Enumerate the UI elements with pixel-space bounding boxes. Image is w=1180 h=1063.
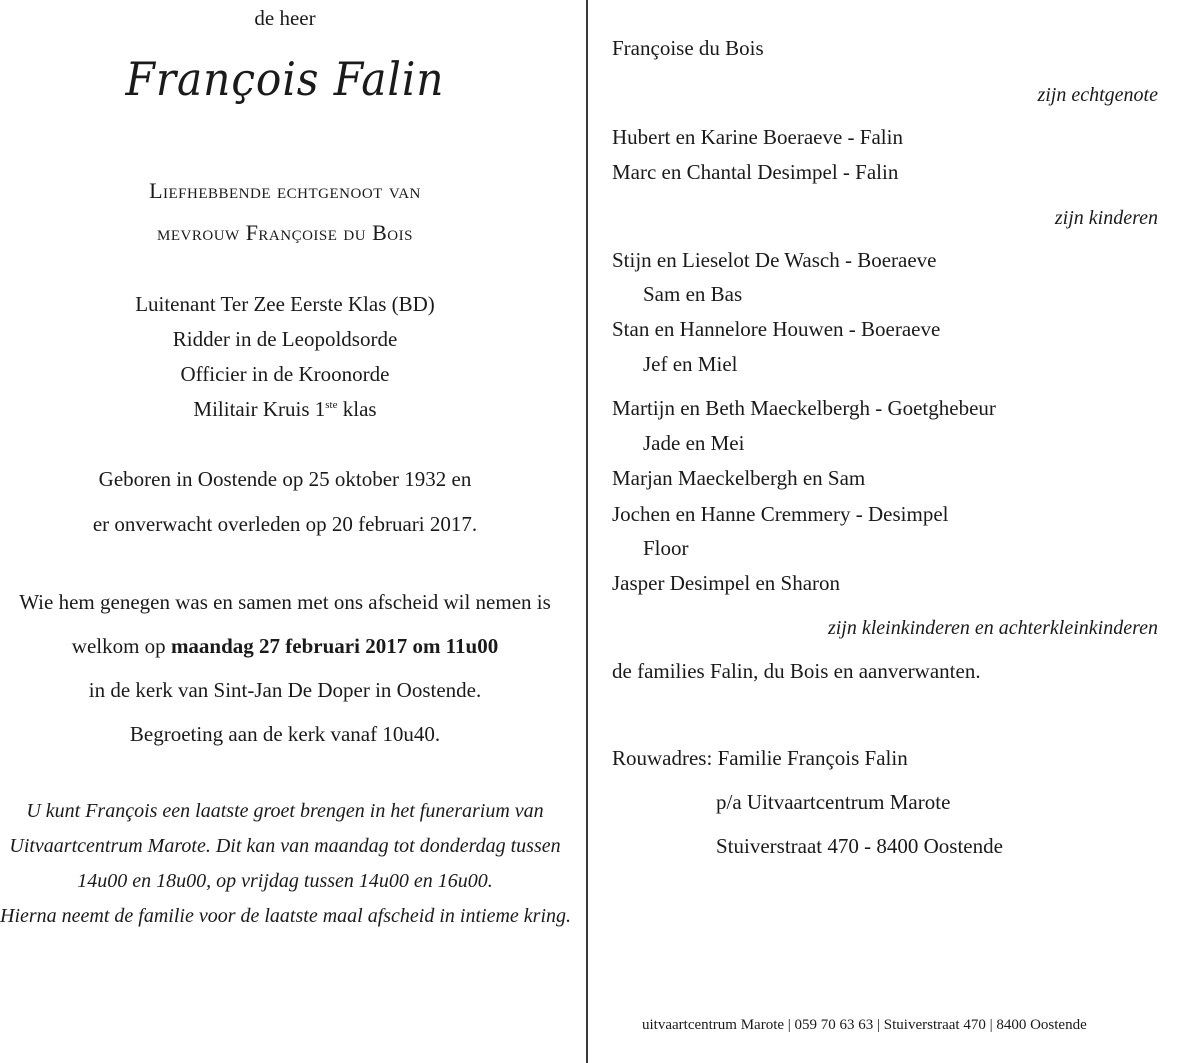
invite-line-4: Begroeting aan de kerk vanaf 10u40.	[129, 722, 441, 746]
great-grandchild-line: Floor	[643, 536, 689, 560]
child-line: Hubert en Karine Boeraeve - Falin	[612, 125, 903, 149]
invite-line-2: welkom op maandag 27 februari 2017 om 11u00	[71, 634, 499, 658]
grandchild-line: Jasper Desimpel en Sharon	[612, 571, 841, 595]
title-line: Luitenant Ter Zee Eerste Klas (BD)	[135, 292, 435, 316]
deceased-name: François Falin	[125, 52, 445, 106]
center-fold-divider	[586, 0, 588, 1063]
funeral-home-footer: uitvaartcentrum Marote | 059 70 63 63 | Stuiverstraat 470 | 8400 Oostende	[642, 1017, 1087, 1033]
mourning-address-line: Stuiverstraat 470 - 8400 Oostende	[716, 834, 1003, 858]
visitation-note-line: Uitvaartcentrum Marote. Dit kan van maandag tot donderdag tussen	[9, 835, 561, 857]
families-line: de families Falin, du Bois en aanverwanten.	[612, 659, 981, 683]
military-cross-line: Militair Kruis 1ste klas	[193, 397, 377, 421]
invite-line-3: in de kerk van Sint-Jan De Doper in Oostende.	[88, 678, 482, 702]
visitation-note-line: Hierna neemt de familie voor de laatste maal afscheid in intieme kring.	[0, 905, 571, 927]
grandchild-line: Jochen en Hanne Cremmery - Desimpel	[612, 502, 949, 526]
grandchild-line: Marjan Maeckelbergh en Sam	[612, 466, 866, 490]
visitation-note-line: U kunt François een laatste groet brengen in het funerarium van	[26, 800, 544, 822]
grandchild-line: Stan en Hannelore Houwen - Boeraeve	[612, 317, 941, 341]
death-line: er onverwacht overleden op 20 februari 2017.	[92, 512, 478, 536]
honorific: de heer	[254, 6, 316, 30]
child-line: Marc en Chantal Desimpel - Falin	[612, 160, 899, 184]
mourning-address-line: Rouwadres: Familie François Falin	[612, 746, 908, 770]
visitation-note-line: 14u00 en 18u00, op vrijdag tussen 14u00 en 16u00.	[77, 870, 493, 892]
mourning-address-line: p/a Uitvaartcentrum Marote	[716, 790, 951, 814]
grandchild-line: Stijn en Lieselot De Wasch - Boeraeve	[612, 248, 937, 272]
title-line: Officier in de Kroonorde	[180, 362, 390, 386]
grandchildren-role: zijn kleinkinderen en achterkleinkinderen	[827, 617, 1158, 639]
widow-role: zijn echtgenote	[1037, 84, 1158, 106]
children-role: zijn kinderen	[1054, 207, 1158, 229]
spouse-line-1: Liefhebbende echtgenoot van	[149, 178, 421, 203]
great-grandchild-line: Jade en Mei	[643, 431, 745, 455]
invite-line-1: Wie hem genegen was en samen met ons afscheid wil nemen is	[19, 590, 551, 614]
birth-line: Geboren in Oostende op 25 oktober 1932 en	[98, 467, 472, 491]
spouse-line-2: mevrouw Françoise du Bois	[157, 220, 413, 245]
widow-name: Françoise du Bois	[612, 36, 764, 60]
great-grandchild-line: Sam en Bas	[643, 282, 743, 306]
title-line: Ridder in de Leopoldsorde	[172, 327, 398, 351]
great-grandchild-line: Jef en Miel	[643, 352, 738, 376]
grandchild-line: Martijn en Beth Maeckelbergh - Goetghebeur	[612, 396, 996, 420]
